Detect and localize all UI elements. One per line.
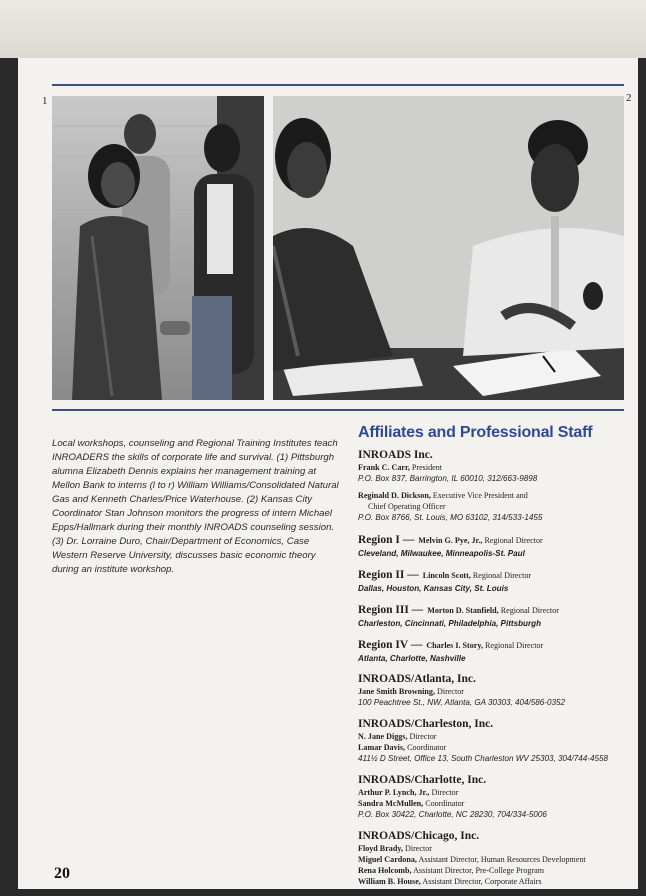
person-role-cont: Chief Operating Officer	[368, 502, 446, 511]
top-rule	[52, 84, 624, 86]
photo-workshop	[52, 96, 264, 400]
region-cities: Atlanta, Charlotte, Nashville	[358, 654, 466, 663]
org-atlanta: INROADS/Atlanta, Inc. Jane Smith Browning, Director 100 Peachtree St., NW, Atlanta, GA 30303, 404/586-0352	[358, 673, 565, 707]
staff-heading: Affiliates and Professional Staff	[358, 424, 593, 441]
org-name: INROADS Inc.	[358, 449, 433, 461]
photo-number-1: 1	[42, 95, 48, 107]
mid-rule	[52, 409, 624, 411]
person-line: Frank C. Carr, President	[358, 463, 443, 472]
org-charleston: INROADS/Charleston, Inc. N. Jane Diggs, Director Lamar Davis, Coordinator 411½ D Street, Office 13, South Charleston WV 25303, 304/744-4558	[358, 718, 609, 763]
region-cities: Dallas, Houston, Kansas City, St. Louis	[358, 584, 509, 593]
photo-counseling-image	[273, 96, 624, 400]
region-cities: Charleston, Cincinnati, Philadelphia, Pittsburgh	[358, 619, 542, 628]
person-line: Reginald D. Dickson, Executive Vice President and	[358, 491, 528, 500]
org-inroads-inc	[358, 448, 628, 523]
photo-workshop-image	[52, 96, 264, 400]
region-4: Region IV — Charles I. Story, Regional Director Atlanta, Charlotte, Nashville	[358, 637, 628, 664]
page-number: 20	[54, 865, 70, 882]
scan-top-edge	[0, 0, 646, 58]
region-cities: Cleveland, Milwaukee, Minneapolis-St. Paul	[358, 549, 525, 558]
region-3: Region III — Morton D. Stanfield, Regional Director Charleston, Cincinnati, Philadelphia, Pittsburgh	[358, 602, 628, 629]
region-2: Region II — Lincoln Scott, Regional Director Dallas, Houston, Kansas City, St. Louis	[358, 567, 628, 594]
address-line: P.O. Box 8766, St. Louis, MO 63102, 314/533-1455	[358, 513, 543, 522]
staff-directory	[358, 424, 628, 896]
photo-number-2: 2	[626, 92, 632, 104]
photo-caption: Local workshops, counseling and Regional Training Institutes teach INROADERS the skills of corporate life and survival. (1) Pittsburgh alumna Elizabeth Dennis explains her management training at Mellon Bank to interns (l to r) William Williams/Consolidated Natural Gas and Kenneth Charles/Price Waterhouse. (2) Kansas City Coordinator Stan Johnson monitors the progress of intern Michael Epps/Hallmark during their monthly INROADS counseling session. (3) Dr. Lorraine Duro, Chair/Department of Economics, Case Western Reserve University, discusses basic economic theory during an institute workshop.	[52, 437, 339, 575]
org-chicago: INROADS/Chicago, Inc. Floyd Brady, Director Miguel Cardona, Assistant Director, Human Resources Development Rena Holcomb, Assistant Director, Pre-College Program William B. House, Assistant Director, Corporate Affairs	[358, 830, 586, 886]
org-charlotte: INROADS/Charlotte, Inc. Arthur P. Lynch, Jr., Director Sandra McMullen, Coordinator P.O. Box 30422, Charlotte, NC 28230, 704/334-5006	[358, 774, 547, 819]
address-line: P.O. Box 837, Barrington, IL 60010, 312/663-9898	[358, 474, 538, 483]
photo-counseling	[273, 96, 624, 400]
region-1: Region I — Melvin G. Pye, Jr., Regional Director Cleveland, Milwaukee, Minneapolis-St. Paul	[358, 532, 628, 559]
